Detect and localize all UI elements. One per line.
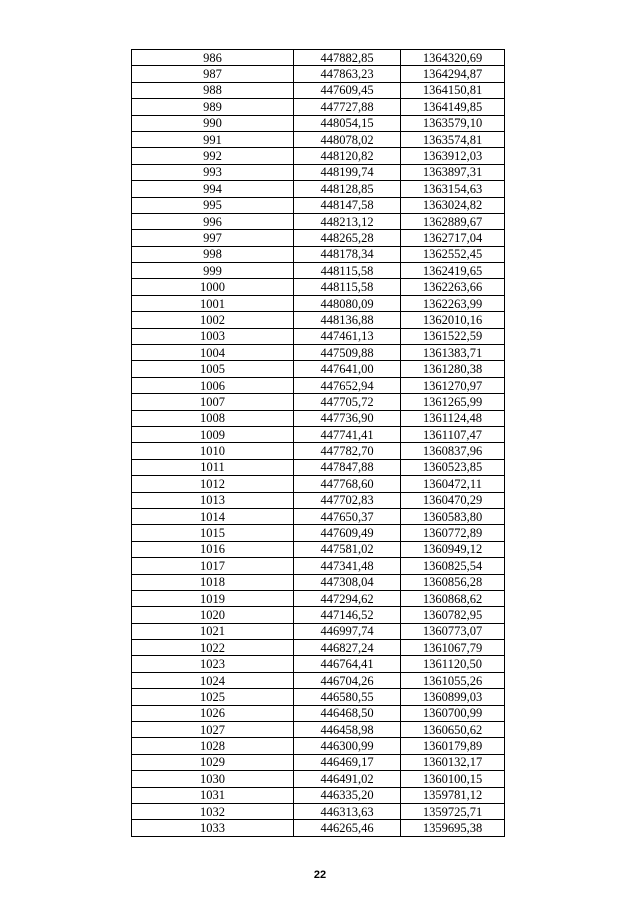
y-coordinate-cell: 1361067,79 — [401, 640, 505, 656]
point-number-cell: 1010 — [132, 443, 294, 459]
table-row — [132, 443, 505, 459]
point-number-cell: 1011 — [132, 459, 294, 475]
table-row — [132, 476, 505, 492]
y-coordinate-cell: 1361107,47 — [401, 426, 505, 442]
table-row — [132, 820, 505, 836]
table-row — [132, 459, 505, 475]
table-row — [132, 803, 505, 819]
y-coordinate-cell: 1360132,17 — [401, 754, 505, 770]
table-row — [132, 656, 505, 672]
y-coordinate-cell: 1360949,12 — [401, 541, 505, 557]
point-number-cell: 991 — [132, 131, 294, 147]
point-number-cell: 990 — [132, 115, 294, 131]
x-coordinate-cell: 446469,17 — [294, 754, 401, 770]
x-coordinate-cell: 447146,52 — [294, 607, 401, 623]
x-coordinate-cell: 446827,24 — [294, 640, 401, 656]
y-coordinate-cell: 1360868,62 — [401, 590, 505, 606]
x-coordinate-cell: 448078,02 — [294, 131, 401, 147]
x-coordinate-cell: 446335,20 — [294, 787, 401, 803]
x-coordinate-cell: 446458,98 — [294, 722, 401, 738]
x-coordinate-cell: 448080,09 — [294, 295, 401, 311]
point-number-cell: 1016 — [132, 541, 294, 557]
y-coordinate-cell: 1362889,67 — [401, 213, 505, 229]
y-coordinate-cell: 1359725,71 — [401, 803, 505, 819]
point-number-cell: 1032 — [132, 803, 294, 819]
table-row — [132, 230, 505, 246]
y-coordinate-cell: 1363024,82 — [401, 197, 505, 213]
table-row — [132, 312, 505, 328]
table-row — [132, 410, 505, 426]
table-row — [132, 345, 505, 361]
point-number-cell: 986 — [132, 50, 294, 66]
point-number-cell: 998 — [132, 246, 294, 262]
x-coordinate-cell: 447509,88 — [294, 345, 401, 361]
x-coordinate-cell: 447461,13 — [294, 328, 401, 344]
point-number-cell: 1005 — [132, 361, 294, 377]
x-coordinate-cell: 448178,34 — [294, 246, 401, 262]
point-number-cell: 1004 — [132, 345, 294, 361]
point-number-cell: 995 — [132, 197, 294, 213]
point-number-cell: 988 — [132, 82, 294, 98]
x-coordinate-cell: 448115,58 — [294, 263, 401, 279]
point-number-cell: 1026 — [132, 705, 294, 721]
table-row — [132, 377, 505, 393]
x-coordinate-cell: 447641,00 — [294, 361, 401, 377]
y-coordinate-cell: 1362263,66 — [401, 279, 505, 295]
point-number-cell: 1024 — [132, 672, 294, 688]
x-coordinate-cell: 446300,99 — [294, 738, 401, 754]
table-row — [132, 558, 505, 574]
table-row — [132, 672, 505, 688]
x-coordinate-cell: 447341,48 — [294, 558, 401, 574]
x-coordinate-cell: 446764,41 — [294, 656, 401, 672]
table-row — [132, 590, 505, 606]
table-row — [132, 328, 505, 344]
y-coordinate-cell: 1362717,04 — [401, 230, 505, 246]
x-coordinate-cell: 447847,88 — [294, 459, 401, 475]
table-row — [132, 754, 505, 770]
point-number-cell: 1015 — [132, 525, 294, 541]
x-coordinate-cell: 448199,74 — [294, 164, 401, 180]
y-coordinate-cell: 1360523,85 — [401, 459, 505, 475]
point-number-cell: 1009 — [132, 426, 294, 442]
x-coordinate-cell: 448128,85 — [294, 181, 401, 197]
y-coordinate-cell: 1361383,71 — [401, 345, 505, 361]
x-coordinate-cell: 447782,70 — [294, 443, 401, 459]
y-coordinate-cell: 1362010,16 — [401, 312, 505, 328]
point-number-cell: 1023 — [132, 656, 294, 672]
table-row — [132, 722, 505, 738]
x-coordinate-cell: 447741,41 — [294, 426, 401, 442]
x-coordinate-cell: 446997,74 — [294, 623, 401, 639]
table-row — [132, 197, 505, 213]
point-number-cell: 1000 — [132, 279, 294, 295]
x-coordinate-cell: 447581,02 — [294, 541, 401, 557]
x-coordinate-cell: 447882,85 — [294, 50, 401, 66]
page-number: 22 — [313, 869, 327, 881]
x-coordinate-cell: 447736,90 — [294, 410, 401, 426]
y-coordinate-cell: 1360650,62 — [401, 722, 505, 738]
x-coordinate-cell: 448120,82 — [294, 148, 401, 164]
y-coordinate-cell: 1361522,59 — [401, 328, 505, 344]
x-coordinate-cell: 447609,49 — [294, 525, 401, 541]
table-row — [132, 361, 505, 377]
point-number-cell: 1022 — [132, 640, 294, 656]
coordinates-table-body — [132, 50, 505, 837]
table-row — [132, 148, 505, 164]
x-coordinate-cell: 446580,55 — [294, 689, 401, 705]
table-row — [132, 689, 505, 705]
table-row — [132, 246, 505, 262]
point-number-cell: 1030 — [132, 771, 294, 787]
point-number-cell: 997 — [132, 230, 294, 246]
table-row — [132, 131, 505, 147]
point-number-cell: 994 — [132, 181, 294, 197]
point-number-cell: 989 — [132, 99, 294, 115]
y-coordinate-cell: 1362552,45 — [401, 246, 505, 262]
x-coordinate-cell: 447702,83 — [294, 492, 401, 508]
x-coordinate-cell: 448265,28 — [294, 230, 401, 246]
point-number-cell: 1003 — [132, 328, 294, 344]
coordinates-table — [131, 49, 505, 837]
y-coordinate-cell: 1364294,87 — [401, 66, 505, 82]
table-row — [132, 426, 505, 442]
y-coordinate-cell: 1363897,31 — [401, 164, 505, 180]
y-coordinate-cell: 1360782,95 — [401, 607, 505, 623]
point-number-cell: 1019 — [132, 590, 294, 606]
table-row — [132, 640, 505, 656]
table-row — [132, 50, 505, 66]
y-coordinate-cell: 1360825,54 — [401, 558, 505, 574]
x-coordinate-cell: 447650,37 — [294, 508, 401, 524]
y-coordinate-cell: 1361120,50 — [401, 656, 505, 672]
y-coordinate-cell: 1360772,89 — [401, 525, 505, 541]
table-row — [132, 508, 505, 524]
x-coordinate-cell: 447863,23 — [294, 66, 401, 82]
y-coordinate-cell: 1361270,97 — [401, 377, 505, 393]
table-row — [132, 394, 505, 410]
point-number-cell: 1029 — [132, 754, 294, 770]
table-row — [132, 115, 505, 131]
point-number-cell: 996 — [132, 213, 294, 229]
y-coordinate-cell: 1363579,10 — [401, 115, 505, 131]
point-number-cell: 993 — [132, 164, 294, 180]
point-number-cell: 1027 — [132, 722, 294, 738]
y-coordinate-cell: 1360179,89 — [401, 738, 505, 754]
y-coordinate-cell: 1359781,12 — [401, 787, 505, 803]
table-row — [132, 263, 505, 279]
point-number-cell: 1028 — [132, 738, 294, 754]
y-coordinate-cell: 1359695,38 — [401, 820, 505, 836]
y-coordinate-cell: 1360837,96 — [401, 443, 505, 459]
table-row — [132, 164, 505, 180]
x-coordinate-cell: 447652,94 — [294, 377, 401, 393]
point-number-cell: 992 — [132, 148, 294, 164]
x-coordinate-cell: 446265,46 — [294, 820, 401, 836]
x-coordinate-cell: 446491,02 — [294, 771, 401, 787]
y-coordinate-cell: 1360856,28 — [401, 574, 505, 590]
y-coordinate-cell: 1363154,63 — [401, 181, 505, 197]
point-number-cell: 1008 — [132, 410, 294, 426]
y-coordinate-cell: 1360700,99 — [401, 705, 505, 721]
y-coordinate-cell: 1362419,65 — [401, 263, 505, 279]
table-row — [132, 99, 505, 115]
table-row — [132, 541, 505, 557]
point-number-cell: 1018 — [132, 574, 294, 590]
x-coordinate-cell: 447609,45 — [294, 82, 401, 98]
table-row — [132, 738, 505, 754]
y-coordinate-cell: 1364150,81 — [401, 82, 505, 98]
table-row — [132, 705, 505, 721]
table-row — [132, 492, 505, 508]
y-coordinate-cell: 1363912,03 — [401, 148, 505, 164]
y-coordinate-cell: 1360773,07 — [401, 623, 505, 639]
point-number-cell: 1020 — [132, 607, 294, 623]
y-coordinate-cell: 1361280,38 — [401, 361, 505, 377]
x-coordinate-cell: 448213,12 — [294, 213, 401, 229]
x-coordinate-cell: 447727,88 — [294, 99, 401, 115]
point-number-cell: 1025 — [132, 689, 294, 705]
table-row — [132, 771, 505, 787]
y-coordinate-cell: 1364149,85 — [401, 99, 505, 115]
table-row — [132, 607, 505, 623]
table-row — [132, 66, 505, 82]
y-coordinate-cell: 1364320,69 — [401, 50, 505, 66]
point-number-cell: 1001 — [132, 295, 294, 311]
point-number-cell: 1033 — [132, 820, 294, 836]
y-coordinate-cell: 1360899,03 — [401, 689, 505, 705]
point-number-cell: 1012 — [132, 476, 294, 492]
point-number-cell: 1031 — [132, 787, 294, 803]
x-coordinate-cell: 446704,26 — [294, 672, 401, 688]
table-row — [132, 787, 505, 803]
x-coordinate-cell: 448115,58 — [294, 279, 401, 295]
point-number-cell: 1014 — [132, 508, 294, 524]
point-number-cell: 1017 — [132, 558, 294, 574]
y-coordinate-cell: 1362263,99 — [401, 295, 505, 311]
x-coordinate-cell: 448136,88 — [294, 312, 401, 328]
point-number-cell: 1002 — [132, 312, 294, 328]
y-coordinate-cell: 1361055,26 — [401, 672, 505, 688]
y-coordinate-cell: 1361124,48 — [401, 410, 505, 426]
y-coordinate-cell: 1360470,29 — [401, 492, 505, 508]
y-coordinate-cell: 1360100,15 — [401, 771, 505, 787]
table-row — [132, 82, 505, 98]
y-coordinate-cell: 1360472,11 — [401, 476, 505, 492]
point-number-cell: 1007 — [132, 394, 294, 410]
table-row — [132, 574, 505, 590]
table-row — [132, 623, 505, 639]
x-coordinate-cell: 448054,15 — [294, 115, 401, 131]
y-coordinate-cell: 1361265,99 — [401, 394, 505, 410]
point-number-cell: 999 — [132, 263, 294, 279]
x-coordinate-cell: 447308,04 — [294, 574, 401, 590]
x-coordinate-cell: 447768,60 — [294, 476, 401, 492]
point-number-cell: 1006 — [132, 377, 294, 393]
y-coordinate-cell: 1363574,81 — [401, 131, 505, 147]
table-row — [132, 181, 505, 197]
x-coordinate-cell: 446313,63 — [294, 803, 401, 819]
point-number-cell: 987 — [132, 66, 294, 82]
point-number-cell: 1021 — [132, 623, 294, 639]
table-row — [132, 295, 505, 311]
table-row — [132, 279, 505, 295]
x-coordinate-cell: 446468,50 — [294, 705, 401, 721]
point-number-cell: 1013 — [132, 492, 294, 508]
x-coordinate-cell: 447294,62 — [294, 590, 401, 606]
y-coordinate-cell: 1360583,80 — [401, 508, 505, 524]
table-row — [132, 213, 505, 229]
x-coordinate-cell: 447705,72 — [294, 394, 401, 410]
table-row — [132, 525, 505, 541]
x-coordinate-cell: 448147,58 — [294, 197, 401, 213]
